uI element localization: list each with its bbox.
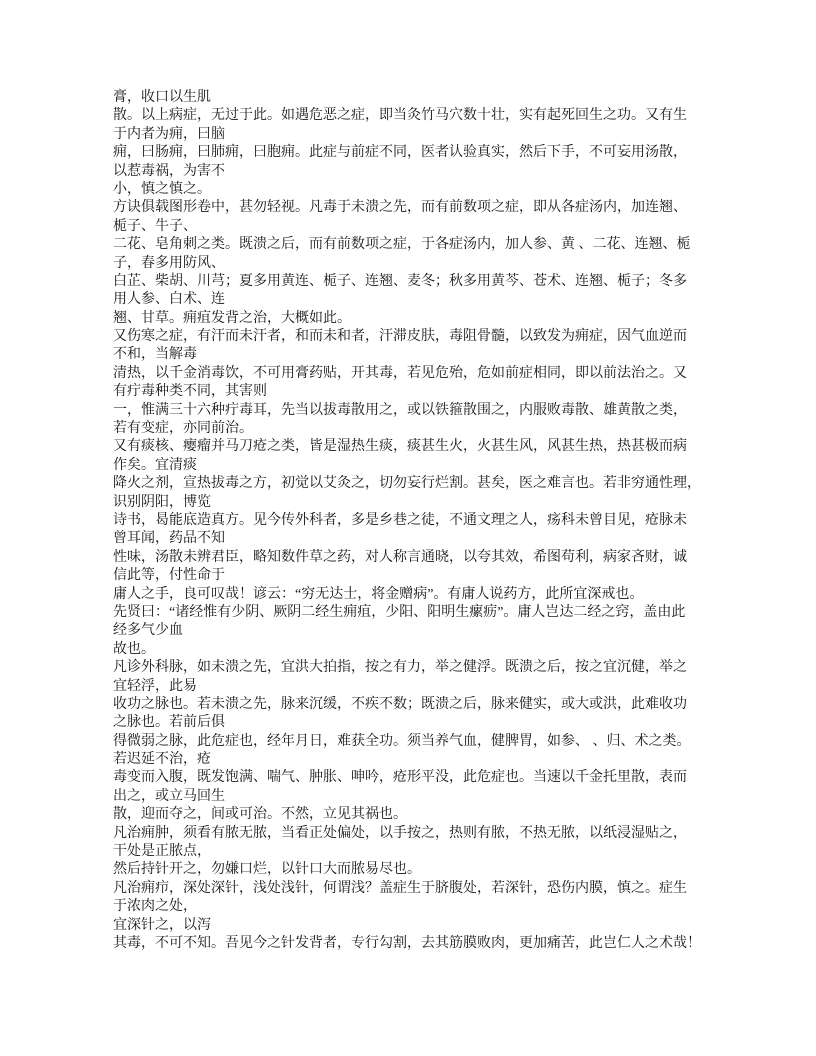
text-line: 痈，曰肠痈，曰肺痈，曰胞痈。此症与前症不同，医者认验真实，然后下手，不可妄用汤散， (113, 145, 687, 161)
text-line: 有疔毒种类不同，其害则 (113, 384, 267, 400)
text-line: 其毒，不可不知。吾见今之针发背者，专行勾割，去其筋膜败肉，更加痛苦，此岂仁人之术哉！ (113, 935, 701, 951)
text-line: 性味，汤散未辨君臣，略知数件草之药，对人称言通晓，以夸其效，希图苟利，病家吝财，诚 (113, 549, 687, 565)
text-line: 子，春多用防风、 (113, 255, 225, 271)
text-line: 曾耳闻，药品不知 (113, 531, 225, 547)
text-line: 识别阴阳，博览 (113, 494, 211, 510)
text-line: 得微弱之脉，此危症也，经年月日，难获全功。须当养气血，健脾胃，如参、 、归、术之类。 (113, 733, 691, 749)
text-line: 故也。 (113, 641, 155, 657)
text-line: 又有痰核、瘿瘤并马刀疮之类，皆是湿热生痰，痰甚生火，火甚生风，风甚生热，热甚极而病 (113, 439, 687, 455)
text-line: 膏，收口以生肌 (113, 90, 211, 105)
document-text-block (113, 89, 773, 953)
text-line: 于内者为痈，曰脑 (113, 126, 225, 142)
text-line: 翘、甘草。痈疽发背之治，大概如此。 (113, 310, 351, 326)
text-line: 方诀俱载图形卷中，甚勿轻视。凡毒于未溃之先，而有前数项之症，即从各症汤内，加连翘、 (113, 200, 687, 216)
text-line: 不和，当解毒 (113, 347, 197, 363)
text-line: 小，慎之慎之。 (113, 181, 211, 197)
text-line: 用人参、白术、连 (113, 292, 225, 308)
text-line: 作矣。宜清痰 (113, 457, 197, 473)
text-line: 诗书，曷能底造真方。见今传外科者，多是乡巷之徒，不通文理之人，疡科未曾目见，疮脉未 (113, 512, 687, 528)
text-line: 凡治痈肿，须看有脓无脓，当看正处偏处，以手按之，热则有脓，不热无脓，以纸浸湿贴之， (113, 825, 687, 841)
text-line: 先贤曰：“诸经惟有少阴、厥阴二经生痈疽，少阳、阳明生瘰疬”。庸人岂达二经之窍，盖由此 (113, 604, 686, 620)
text-line: 经多气少血 (113, 623, 183, 639)
text-line: 又伤寒之症，有汗而未汗者，和而未和者，汗滞皮肤，毒阻骨髓，以致发为痈症，因气血逆而 (113, 329, 687, 345)
text-line: 散，迎而夺之，间或可治。不然，立见其祸也。 (113, 807, 407, 823)
text-line: 以惹毒祸，为害不 (113, 163, 225, 179)
text-line: 白芷、柴胡、川芎；夏多用黄连、栀子、连翘、麦冬；秋多用黄芩、苍术、连翘、栀子；冬多 (113, 273, 687, 289)
text-line: 出之，或立马回生 (113, 788, 225, 804)
text-line: 干处是正脓点， (113, 844, 211, 860)
text-line: 信此等，付性命于 (113, 568, 225, 584)
text-line: 然后持针开之，勿嫌口烂，以针口大而脓易尽也。 (113, 862, 421, 878)
text-line: 二花、皂角刺之类。既溃之后，而有前数项之症，于各症汤内，加人参、黄 、二花、连翘、栀 (113, 237, 691, 253)
text-line: 之脉也。若前后俱 (113, 715, 225, 731)
text-line: 凡治痈疖，深处深针，浅处浅针，何谓浅？盖症生于脐腹处，若深针，恐伤内膜，慎之。症生 (113, 880, 687, 896)
text-line: 若迟延不治，疮 (113, 752, 211, 768)
text-line: 宜深针之，以泻 (113, 917, 211, 933)
text-line: 清热，以千金消毒饮，不可用膏药贴，开其毒，若见危殆，危如前症相同，即以前法治之。又 (113, 365, 687, 381)
text-line: 凡诊外科脉，如未溃之先，宜洪大拍指，按之有力，举之健浮。既溃之后，按之宜沉健，举之 (113, 660, 687, 676)
text-line: 栀子、牛子、 (113, 218, 197, 234)
text-line: 收功之脉也。若未溃之先，脉来沉缓，不疾不数；既溃之后，脉来健实，或大或洪，此难收功 (113, 696, 687, 712)
text-line: 庸人之手，良可叹哉！谚云：“穷无达士，将金赠病”。有庸人说药方，此所宜深戒也。 (113, 586, 644, 602)
text-line: 降火之剂，宣热拔毒之方，初觉以艾灸之，切勿妄行烂割。甚矣，医之难言也。若非穷通性理， (113, 476, 701, 492)
text-line: 若有变症，亦同前治。 (113, 421, 253, 437)
text-line: 一，惟满三十六种疔毒耳，先当以拔毒散用之，或以铁箍散围之，内服败毒散、雄黄散之类， (113, 402, 687, 418)
text-line: 于浓肉之处， (113, 899, 197, 915)
text-line: 散。以上病症，无过于此。如遇危恶之症，即当灸竹马穴数十壮，实有起死回生之功。又有生 (113, 108, 687, 124)
text-line: 毒变而入腹，既发饱满、喘气、肿胀、呻吟，疮形平没，此危症也。当速以千金托里散，表而 (113, 770, 687, 786)
text-line: 宜轻浮，此易 (113, 678, 197, 694)
